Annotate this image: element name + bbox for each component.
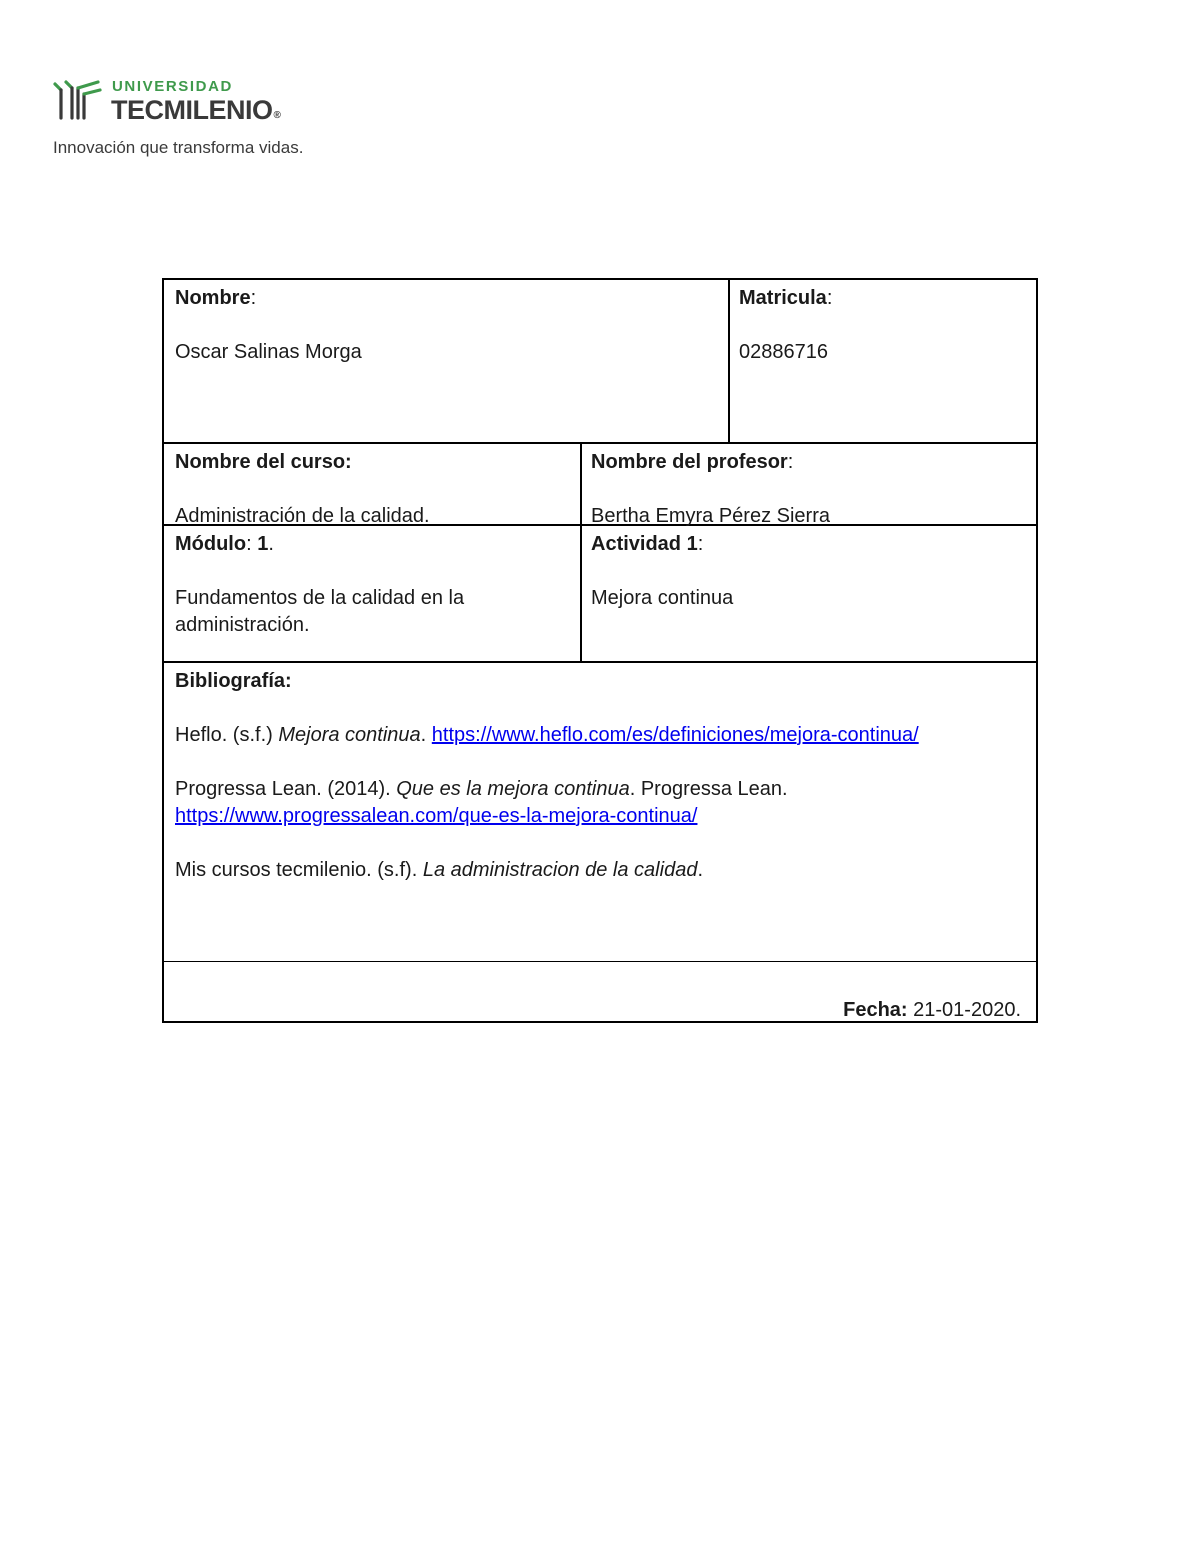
logo-university-text: UNIVERSIDAD [112, 78, 233, 95]
cover-table [162, 278, 1038, 1023]
matricula-cell [728, 280, 1038, 371]
bibliography-cell [164, 663, 1024, 916]
profesor-value: Bertha Emyra Pérez Sierra [591, 505, 830, 527]
matricula-value: 02886716 [739, 341, 828, 363]
logo-brand-text: TECMILENIO® [111, 95, 281, 125]
curso-label: Nombre del curso: [175, 451, 352, 473]
logo-tagline: Innovación que transforma vidas. [53, 138, 304, 157]
bibliography-entry: Progressa Lean. (2014). Que es la mejora continua. Progressa Lean. https://www.progressalean.com/que-es-la-mejora-continua/ [175, 778, 788, 827]
university-logo [52, 74, 322, 164]
table-divider [164, 961, 1036, 962]
modulo-label: Módulo: 1. [175, 533, 274, 555]
profesor-cell [580, 444, 1038, 535]
modulo-value: Fundamentos de la calidad en la administración. [175, 587, 465, 636]
bibliography-entry: Mis cursos tecmilenio. (s.f). La administracion de la calidad. [175, 859, 703, 881]
actividad-cell [580, 526, 1038, 617]
bibliography-entry: Heflo. (s.f.) Mejora continua. https://www.heflo.com/es/definiciones/mejora-continua/ [175, 724, 919, 746]
profesor-label: Nombre del profesor: [591, 451, 794, 473]
curso-cell [164, 444, 580, 535]
curso-value: Administración de la calidad. [175, 505, 430, 527]
heflo-link[interactable]: https://www.heflo.com/es/definiciones/mejora-continua/ [431, 724, 919, 746]
nombre-label: Nombre: [175, 287, 257, 309]
matricula-label: Matricula: [739, 287, 833, 309]
nombre-value: Oscar Salinas Morga [175, 341, 362, 363]
modulo-cell [164, 526, 580, 644]
nombre-cell [164, 280, 728, 371]
progressalean-link[interactable]: https://www.progressalean.com/que-es-la-mejora-continua/ [175, 805, 698, 827]
fecha-cell [164, 992, 1032, 1029]
actividad-label: Actividad 1: [591, 533, 704, 555]
bibliography-label: Bibliografía: [175, 670, 292, 692]
actividad-value: Mejora continua [591, 587, 734, 609]
tecmilenio-mark-icon [52, 78, 104, 124]
fecha-value: 21-01-2020. [907, 999, 1021, 1021]
fecha-label: Fecha: [843, 999, 908, 1021]
